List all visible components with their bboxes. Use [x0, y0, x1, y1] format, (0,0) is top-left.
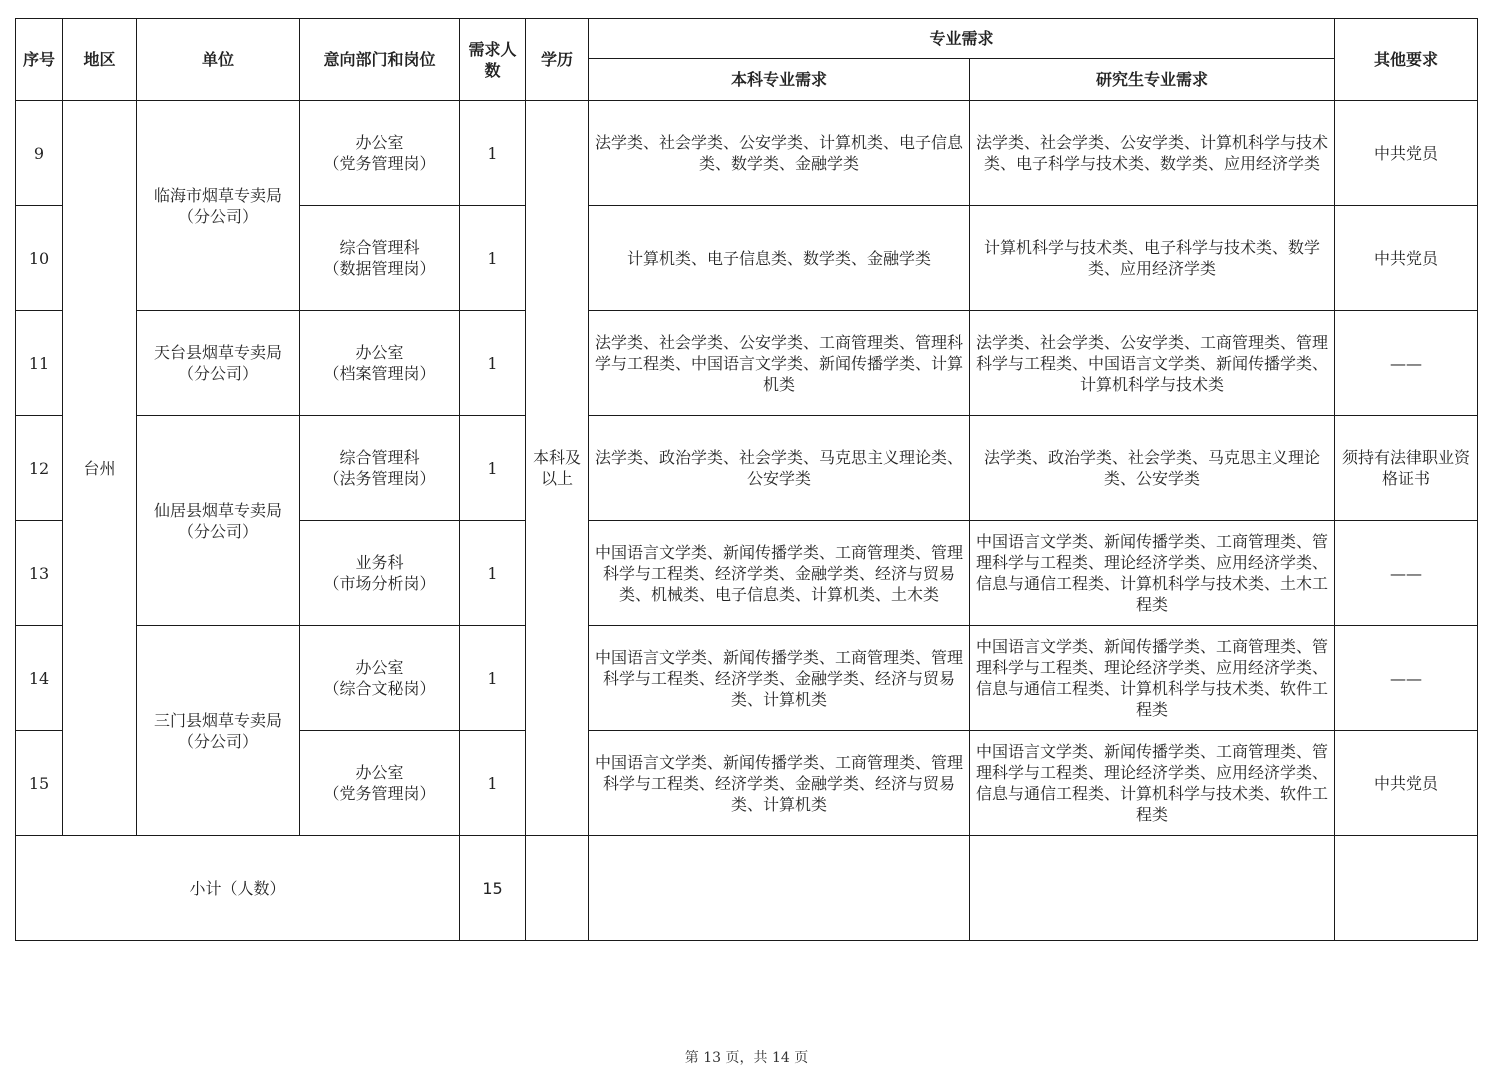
need-cell: 1: [460, 206, 526, 311]
dept-name: 综合管理科: [339, 238, 420, 257]
subtotal-label: 小计（人数）: [16, 836, 460, 941]
seq-cell: 11: [16, 311, 63, 416]
dept-cell: [300, 311, 460, 416]
seq-cell: 9: [16, 101, 63, 206]
subtotal-row: [16, 836, 1478, 941]
postgrad-major-cell: 计算机科学与技术类、电子科学与技术类、数学类、应用经济学类: [970, 206, 1335, 311]
postgrad-major-cell: 法学类、社会学类、公安学类、计算机科学与技术类、电子科学与技术类、数学类、应用经济学类: [970, 101, 1335, 206]
dept-cell: [300, 101, 460, 206]
undergrad-major-cell: 法学类、社会学类、公安学类、计算机类、电子信息类、数学类、金融学类: [589, 101, 970, 206]
postgrad-major-cell: 法学类、政治学类、社会学类、马克思主义理论类、公安学类: [970, 416, 1335, 521]
dept-cell: [300, 521, 460, 626]
undergrad-major-cell: 中国语言文学类、新闻传播学类、工商管理类、管理科学与工程类、经济学类、金融学类、经济与贸易类、机械类、电子信息类、计算机类、土木类: [589, 521, 970, 626]
post-name: （党务管理岗）: [323, 784, 436, 803]
unit-cell: 三门县烟草专卖局（分公司）: [137, 626, 300, 836]
seq-cell: 10: [16, 206, 63, 311]
need-cell: 1: [460, 731, 526, 836]
header-seq: 序号: [16, 19, 63, 101]
post-name: （党务管理岗）: [323, 154, 436, 173]
dept-name: 办公室: [355, 763, 404, 782]
seq-cell: 15: [16, 731, 63, 836]
empty-cell: [970, 836, 1335, 941]
unit-cell: 临海市烟草专卖局（分公司）: [137, 101, 300, 311]
empty-cell: [1335, 836, 1478, 941]
table-row: [16, 311, 1478, 416]
post-name: （综合文秘岗）: [323, 679, 436, 698]
need-cell: 1: [460, 521, 526, 626]
undergrad-major-cell: 中国语言文学类、新闻传播学类、工商管理类、管理科学与工程类、经济学类、金融学类、经济与贸易类、计算机类: [589, 626, 970, 731]
dept-cell: [300, 626, 460, 731]
dept-name: 综合管理科: [339, 448, 420, 467]
header-major-undergrad: 本科专业需求: [589, 59, 970, 101]
region-cell: 台州: [63, 101, 137, 836]
header-major: 专业需求: [589, 19, 1335, 59]
dept-cell: [300, 416, 460, 521]
postgrad-major-cell: 中国语言文学类、新闻传播学类、工商管理类、管理科学与工程类、理论经济学类、应用经济学类、信息与通信工程类、计算机科学与技术类、软件工程类: [970, 731, 1335, 836]
subtotal-value: 15: [460, 836, 526, 941]
page-footer: 第 13 页，共 14 页: [684, 1050, 809, 1066]
undergrad-major-cell: 中国语言文学类、新闻传播学类、工商管理类、管理科学与工程类、经济学类、金融学类、经济与贸易类、计算机类: [589, 731, 970, 836]
dept-name: 办公室: [355, 658, 404, 677]
unit-cell: 仙居县烟草专卖局（分公司）: [137, 416, 300, 626]
other-req-cell: ——: [1335, 311, 1478, 416]
dept-name: 办公室: [355, 343, 404, 362]
undergrad-major-cell: 法学类、社会学类、公安学类、工商管理类、管理科学与工程类、中国语言文学类、新闻传播学类、计算机类: [589, 311, 970, 416]
post-name: （法务管理岗）: [323, 469, 436, 488]
other-req-cell: ——: [1335, 521, 1478, 626]
dept-cell: [300, 206, 460, 311]
seq-cell: 13: [16, 521, 63, 626]
recruitment-table: [15, 18, 1478, 941]
header-unit: 单位: [137, 19, 300, 101]
header-need: 需求人数: [460, 19, 526, 101]
need-cell: 1: [460, 311, 526, 416]
undergrad-major-cell: 法学类、政治学类、社会学类、马克思主义理论类、公安学类: [589, 416, 970, 521]
need-cell: 1: [460, 101, 526, 206]
undergrad-major-cell: 计算机类、电子信息类、数学类、金融学类: [589, 206, 970, 311]
seq-cell: 14: [16, 626, 63, 731]
postgrad-major-cell: 中国语言文学类、新闻传播学类、工商管理类、管理科学与工程类、理论经济学类、应用经济学类、信息与通信工程类、计算机科学与技术类、软件工程类: [970, 626, 1335, 731]
education-cell: 本科及以上: [526, 101, 589, 836]
other-req-cell: ——: [1335, 626, 1478, 731]
postgrad-major-cell: 中国语言文学类、新闻传播学类、工商管理类、管理科学与工程类、理论经济学类、应用经济学类、信息与通信工程类、计算机科学与技术类、土木工程类: [970, 521, 1335, 626]
header-other: 其他要求: [1335, 19, 1478, 101]
header-region: 地区: [63, 19, 137, 101]
table-row: [16, 101, 1478, 206]
post-name: （市场分析岗）: [323, 574, 436, 593]
need-cell: 1: [460, 416, 526, 521]
other-req-cell: 须持有法律职业资格证书: [1335, 416, 1478, 521]
other-req-cell: 中共党员: [1335, 206, 1478, 311]
dept-cell: [300, 731, 460, 836]
dept-name: 办公室: [355, 133, 404, 152]
header-major-postgrad: 研究生专业需求: [970, 59, 1335, 101]
post-name: （档案管理岗）: [323, 364, 436, 383]
seq-cell: 12: [16, 416, 63, 521]
empty-cell: [589, 836, 970, 941]
unit-cell: 天台县烟草专卖局（分公司）: [137, 311, 300, 416]
other-req-cell: 中共党员: [1335, 101, 1478, 206]
need-cell: 1: [460, 626, 526, 731]
table-row: [16, 626, 1478, 731]
dept-name: 业务科: [355, 553, 404, 572]
post-name: （数据管理岗）: [323, 259, 436, 278]
empty-cell: [526, 836, 589, 941]
other-req-cell: 中共党员: [1335, 731, 1478, 836]
header-dept: 意向部门和岗位: [300, 19, 460, 101]
header-edu: 学历: [526, 19, 589, 101]
table-row: [16, 416, 1478, 521]
postgrad-major-cell: 法学类、社会学类、公安学类、工商管理类、管理科学与工程类、中国语言文学类、新闻传播学类、计算机科学与技术类: [970, 311, 1335, 416]
